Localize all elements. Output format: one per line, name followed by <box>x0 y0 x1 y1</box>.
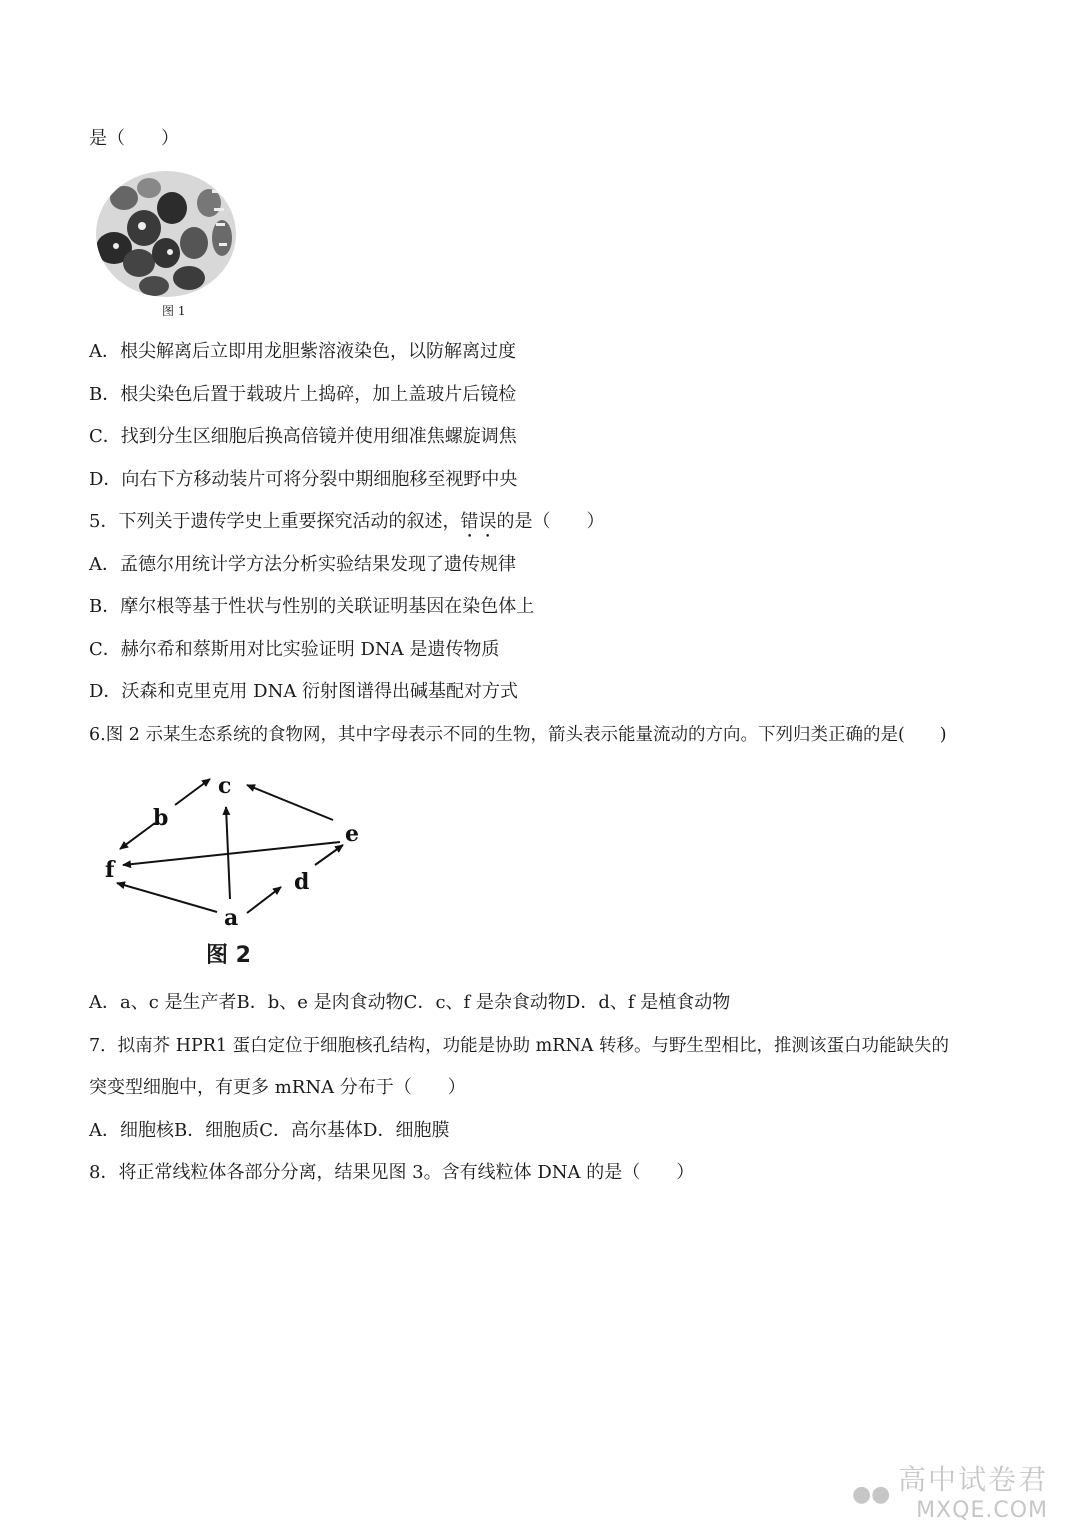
q5-option-b: B．摩尔根等基于性状与性别的关联证明基因在染色体上 <box>89 596 535 617</box>
q6-option-b: B．b、e 是肉食动物 <box>236 992 404 1013</box>
question-6: 6.图 2 示某生态系统的食物网，其中字母表示不同的生物，箭头表示能量流动的方向。下列归类正确的是( ) <box>89 725 947 745</box>
watermark <box>851 1458 1048 1523</box>
arrow-e-to-f <box>123 842 340 865</box>
figure-2-caption: 图 2 <box>206 943 251 968</box>
q6-options <box>89 990 730 1016</box>
q7-option-d: D．细胞膜 <box>363 1120 450 1141</box>
arrow-a-to-d <box>247 887 281 913</box>
q6-option-d: D．d、f 是植食动物 <box>565 992 731 1013</box>
q7-options <box>89 1118 449 1144</box>
watermark-line-1: 高中试卷君 <box>897 1463 1048 1496</box>
q7-option-a: A．细胞核 <box>89 1120 174 1141</box>
node-d: d <box>294 869 310 895</box>
q4-option-a: A．根尖解离后立即用龙胆紫溶液染色，以防解离过度 <box>89 341 516 362</box>
figure-1-micrograph <box>94 168 240 298</box>
node-b: b <box>153 805 169 831</box>
arrow-a-to-f <box>117 883 217 912</box>
question-4-tail: 是（ ） <box>89 128 179 149</box>
q4-option-c: C．找到分生区细胞后换高倍镜并使用细准焦螺旋调焦 <box>89 426 517 447</box>
question-5 <box>89 509 604 542</box>
q5-option-d: D．沃森和克里克用 DNA 衍射图谱得出碱基配对方式 <box>89 681 519 702</box>
arrow-d-to-e <box>315 845 343 865</box>
q4-option-b: B．根尖染色后置于载玻片上捣碎，加上盖玻片后镜检 <box>89 384 517 405</box>
q5-stem-post: 的是（ ） <box>496 511 605 532</box>
q7-option-c: C．高尔基体 <box>259 1120 364 1141</box>
question-8: 8．将正常线粒体各部分分离，结果见图 3。含有线粒体 DNA 的是（ ） <box>89 1162 695 1183</box>
arrow-b-to-f <box>120 823 155 849</box>
figure-1-caption: 图 1 <box>162 304 186 318</box>
q4-option-d: D．向右下方移动装片可将分裂中期细胞移至视野中央 <box>89 469 518 490</box>
q5-stem-pre: 5．下列关于遗传学史上重要探究活动的叙述， <box>89 511 461 532</box>
q5-option-c: C．赫尔希和蔡斯用对比实验证明 DNA 是遗传物质 <box>89 639 500 660</box>
question-7-line-1: 7．拟南芥 HPR1 蛋白定位于细胞核孔结构，功能是协助 mRNA 转移。与野生型相比，推测该蛋白功能缺失的 <box>89 1036 949 1056</box>
q6-option-c: C．c、f 是杂食动物 <box>403 992 566 1013</box>
node-f: f <box>105 857 115 883</box>
watermark-line-2: MXQE.COM <box>916 1498 1048 1523</box>
q7-option-b: B．细胞质 <box>174 1120 260 1141</box>
question-7-line-2: 突变型细胞中，有更多 mRNA 分布于（ ） <box>89 1077 466 1098</box>
node-e: e <box>345 821 359 847</box>
q5-emphasis: 错误 <box>460 511 497 532</box>
wechat-icon: ●● <box>851 1482 891 1507</box>
q5-option-a: A．孟德尔用统计学方法分析实验结果发现了遗传规律 <box>89 554 516 575</box>
figure-2-food-web <box>95 765 375 935</box>
arrow-e-to-c <box>247 785 333 820</box>
node-a: a <box>224 905 239 931</box>
node-c: c <box>218 773 232 799</box>
arrow-b-to-c <box>175 779 210 805</box>
q6-option-a: A．a、c 是生产者 <box>89 992 237 1013</box>
